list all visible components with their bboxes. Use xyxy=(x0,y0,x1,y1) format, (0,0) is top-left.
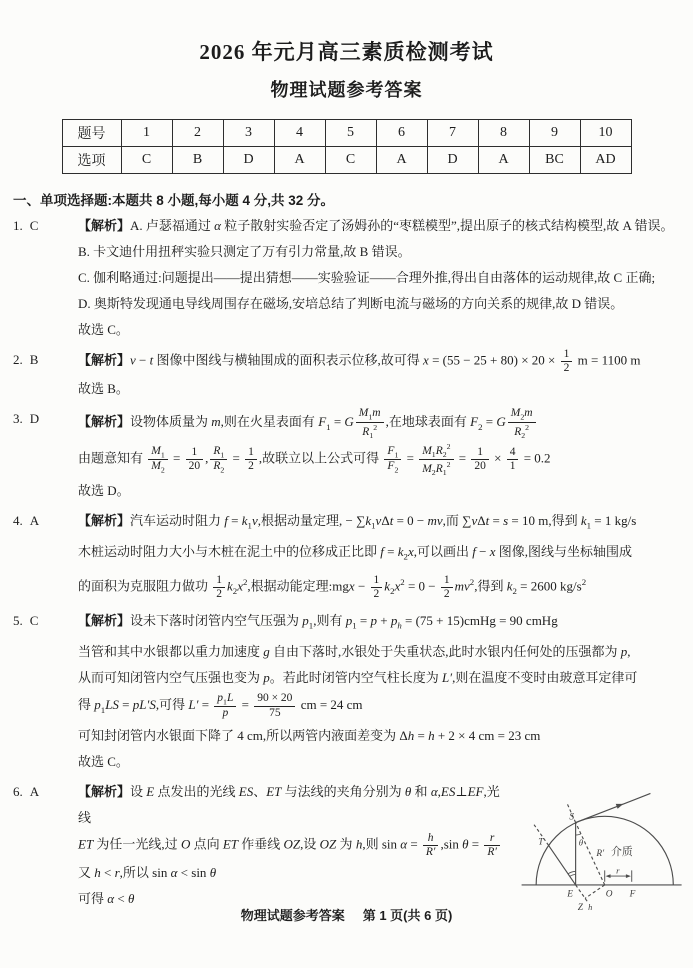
answer-letter: C xyxy=(29,218,39,233)
label-theta: θ xyxy=(578,837,584,847)
explanation-line: 故选 B。 xyxy=(78,381,129,397)
answer-letter: C xyxy=(29,613,39,629)
label-O: O xyxy=(605,888,613,899)
question-number-cell: 6 xyxy=(376,120,427,147)
answer-letter: D xyxy=(29,411,40,427)
answer-letter: A xyxy=(29,783,40,799)
angle-arc-theta xyxy=(576,833,581,834)
explanation-line: 由题意知有 $\frac{M_1}{M_2}$ = $\frac{1}{20}$ , $\frac{R_1}{R_2}$ = $\frac{1}{2}$ ,故联立以上公式可得 $\frac{F_1}{F_2}$ = $\frac{M_1R_2^2}{M_2R_1^2}$ = $\frac{1}{20}$ × $\frac{4}{1}$ = 0.2 xyxy=(78,441,551,478)
footer-page-number: 第 1 页(共 6 页) xyxy=(362,908,453,923)
refraction-figure xyxy=(513,781,685,914)
page-footer xyxy=(0,905,693,924)
label-F: F xyxy=(629,888,636,899)
label-Z: Z xyxy=(577,902,583,913)
question-number: 1. C xyxy=(13,218,39,233)
question-number-cell: 7 xyxy=(427,120,478,147)
question-number-row xyxy=(62,120,631,147)
explanation-line: ET 为任一光线,过 O 点向 ET 作垂线 OZ,设 OZ 为 h,则 sin α = $\frac{h}{R'}$ ,sin θ = $\frac{r}{R'}$ xyxy=(78,831,685,860)
question-3 xyxy=(0,406,693,504)
explanation-line: 又 h < r,所以 sin α < sin θ xyxy=(78,865,217,881)
explanation-line: 【解析】A. 卢瑟福通过 α 粒子散射实验否定了汤姆孙的“枣糕模型”,提出原子的核式结构模型,故 A 错误。 xyxy=(78,218,674,233)
perpendicular-OZ xyxy=(585,884,605,898)
label-E: E xyxy=(567,888,574,899)
explanation-line: 【解析】设 E 点发出的光线 ES、ET 与法线的夹角分别为 θ 和 α,ES⊥EF,光线 xyxy=(78,783,500,825)
question-number-cell: 1 xyxy=(121,120,172,147)
angle-arc-at-E-inner xyxy=(570,874,576,876)
refracted-ray-arrowhead xyxy=(616,803,624,808)
explanation-line: 【解析】设物体质量为 m,则在火星表面有 $F_1 = G$ $\frac{M_1m}{R_1^2}$ ,在地球表面有 $F_2 = G$ $\frac{M_2m}{R_2^2}$ xyxy=(78,406,685,440)
answer-cell: BC xyxy=(529,147,580,174)
question-explanation xyxy=(78,213,693,343)
page-title: 2026 年元月高三素质检测考试 xyxy=(199,40,494,64)
question-explanation xyxy=(78,608,693,774)
question-2 xyxy=(0,347,693,402)
explanation-line: C. 伽利略通过:问题提出——提出猜想——实验验证——合理外推,得出自由落体的运动规律,故 C 正确; xyxy=(78,270,656,285)
explanation-line: 【解析】设未下落时闭管内空气压强为 $p_1$,则有 $p_1 = p + p_h = (75$ + 15)cmHg = 90 cmHg xyxy=(78,613,558,631)
answer-cell: AD xyxy=(580,147,631,174)
explanation-line: 从而可知闭管内空气压强也变为 p。若此时闭管内空气柱长度为 L′,则在温度不变时由玻意耳定律可 xyxy=(78,669,638,685)
question-number-cell: 3 xyxy=(223,120,274,147)
explanation-line: 故选 C。 xyxy=(78,753,129,769)
explanation-line: B. 卡文迪什用扭秤实验只测定了万有引力常量,故 B 错误。 xyxy=(78,244,411,259)
question-1 xyxy=(0,213,693,343)
question-explanation xyxy=(78,508,693,604)
answer-key-table xyxy=(62,119,632,174)
explanation-line: 【解析】v − t 图像中图线与横轴围成的面积表示位移,故可得 x = (55 − 25 + 80) × 20 × $\frac{1}{2}$ m = 1100 m xyxy=(78,348,641,375)
page-subtitle: 物理试题参考答案 xyxy=(270,80,423,100)
r-arrowhead-right xyxy=(626,874,631,878)
answer-cell: A xyxy=(274,147,325,174)
section-heading: 一、单项选择题:本题共 8 小题,每小题 4 分,共 32 分。 xyxy=(13,193,335,208)
question-number-cell: 10 xyxy=(580,120,631,147)
label-h: h xyxy=(588,902,593,912)
question-number-cell: 2 xyxy=(172,120,223,147)
question-number-cell: 4 xyxy=(274,120,325,147)
ray-ET xyxy=(549,845,576,884)
question-number: 5. C xyxy=(13,613,39,629)
answer-cell: A xyxy=(478,147,529,174)
question-number-cell: 9 xyxy=(529,120,580,147)
explanation-line: 木桩运动时阻力大小与木桩在泥土中的位移成正比即 $f = k_2x$,可以画出 f − x 图像,图线与坐标轴围成 xyxy=(78,543,632,562)
explanation-line: 可知封闭管内水银面下降了 4 cm,所以两管内液面差变为 Δh = h + 2 × 4 cm = 23 cm xyxy=(78,727,541,743)
footer-document-title: 物理试题参考答案 xyxy=(240,908,345,923)
choice-row-label: 选项 xyxy=(62,147,121,174)
label-medium: 介质 xyxy=(610,845,633,858)
ray-TE-extension xyxy=(576,884,588,902)
explanation-line: 当管和其中水银都以重力加速度 g 自由下落时,水银处于失重状态,此时水银内任何处的压强都为 p, xyxy=(78,643,631,659)
number-row-label: 题号 xyxy=(62,120,121,147)
explanation-line: 【解析】汽车运动时阻力 $f = k_1v$,根据动量定理, − $\sum k_1v\Delta t = 0$ − mv,而 ∑vΔt = s = 10 m,得到 $k_1 = 1$ kg/s xyxy=(78,513,637,531)
question-number-cell: 5 xyxy=(325,120,376,147)
question-6 xyxy=(0,779,693,916)
answer-cell: C xyxy=(325,147,376,174)
explanation-line: 得 $p_1LS = pL'S$,可得 L′ = $\frac{p_1L}{p}$ = $\frac{90 \times 20}{75}$ cm = 24 cm xyxy=(78,691,363,720)
answer-letter: B xyxy=(29,352,39,367)
explanation-line: 的面积为克服阻力做功 $\frac{1}{2}$ $k_2x^2$,根据动能定理:mgx − $\frac{1}{2}$ $k_2x^2 = 0$ − $\frac{1}{2}$ $mv^2$,得到 $k_2 = 2600$ $kg/s^2$ xyxy=(78,573,587,601)
r-arrowhead-left xyxy=(606,874,611,878)
optics-semicircle-diagram xyxy=(513,781,685,914)
angle-arc-at-E-outer xyxy=(568,871,576,873)
answer-letter: A xyxy=(29,513,40,529)
question-number: 3. D xyxy=(13,411,40,427)
question-number: 2. B xyxy=(13,352,39,367)
label-r: r xyxy=(616,865,620,876)
question-5 xyxy=(0,608,693,774)
question-number: 6. A xyxy=(13,783,40,799)
label-R-prime: R′ xyxy=(596,848,605,859)
explanation-line: 故选 D。 xyxy=(78,483,130,499)
refracted-ray xyxy=(576,793,651,822)
answer-cell: A xyxy=(376,147,427,174)
question-explanation xyxy=(78,406,693,504)
label-T: T xyxy=(538,836,544,847)
answer-cell: D xyxy=(223,147,274,174)
question-explanation xyxy=(78,347,693,402)
explanation-line: 故选 C。 xyxy=(78,322,129,337)
question-4 xyxy=(0,508,693,604)
answer-cell: D xyxy=(427,147,478,174)
explanation-line: 可得 α < θ xyxy=(78,891,135,907)
answer-cell: B xyxy=(172,147,223,174)
explanation-line: D. 奥斯特发现通电导线周围存在磁场,安培总结了判断电流与磁场的方向关系的规律,故 D 错误。 xyxy=(78,296,624,311)
answer-cell: C xyxy=(121,147,172,174)
question-number: 4. A xyxy=(13,513,40,529)
question-explanation xyxy=(78,779,693,916)
label-S: S xyxy=(569,812,575,823)
answer-choice-row xyxy=(62,147,631,174)
question-number-cell: 8 xyxy=(478,120,529,147)
